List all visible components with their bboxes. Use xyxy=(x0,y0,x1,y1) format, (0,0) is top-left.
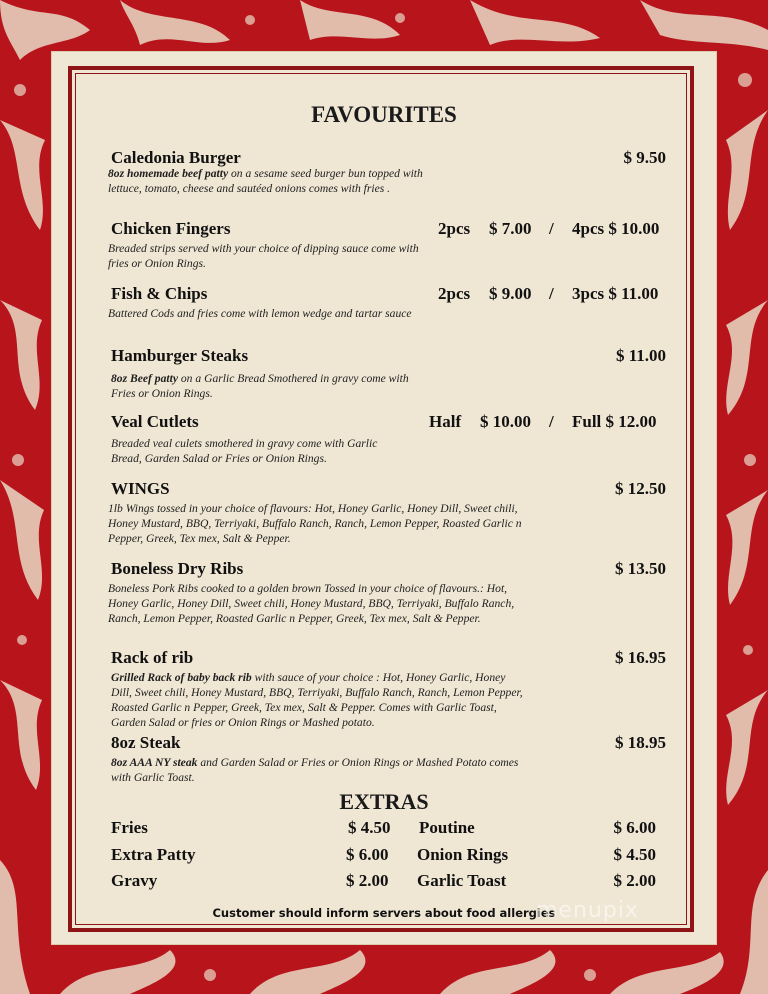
item-name-wings: WINGS xyxy=(111,479,170,498)
extra-price-fries: $ 4.50 xyxy=(348,818,391,837)
extra-name-onion-rings: Onion Rings xyxy=(417,845,509,864)
option-separator: / xyxy=(549,284,554,303)
page-title: FAVOURITES xyxy=(311,102,457,127)
extras-title: EXTRAS xyxy=(339,789,429,814)
item-name-caledonia-burger: Caledonia Burger xyxy=(111,148,241,167)
option-alt: 4pcs $ 10.00 xyxy=(572,219,660,238)
option-alt: 3pcs $ 11.00 xyxy=(572,284,659,303)
extra-price-poutine: $ 6.00 xyxy=(613,818,656,837)
option-separator: / xyxy=(549,219,554,238)
option-qty: Half xyxy=(429,412,462,431)
item-name-rack-of-rib: Rack of rib xyxy=(111,648,194,667)
item-price-caledonia-burger: $ 9.50 xyxy=(623,148,666,167)
item-desc-veal-cutlets: Breaded veal culets smothered in gravy come with Garlic Bread, Garden Salad or Fries or Onion Rings. xyxy=(111,437,378,465)
item-desc-hamburger-steaks: 8oz Beef patty on a Garlic Bread Smothered in gravy come with Fries or Onion Rings. xyxy=(111,372,409,400)
option-qty: 2pcs xyxy=(438,284,471,303)
extra-name-garlic-toast: Garlic Toast xyxy=(417,871,507,890)
item-desc-boneless-dry-ribs: Boneless Pork Ribs cooked to a golden brown Tossed in your choice of flavours.: Hot, Honey Garlic, Honey Dill, Sweet chili, Honey Mustard, BBQ, Terriyaki, Buffalo Ranch, Ranch, Lemon Pepper, Roasted Garlic n Pepper, Greek, Tex mex, Salt & Pepper. xyxy=(108,582,515,625)
item-name-hamburger-steaks: Hamburger Steaks xyxy=(111,346,249,365)
extra-name-gravy: Gravy xyxy=(111,871,158,890)
option-price: $ 10.00 xyxy=(480,412,531,431)
extra-name-poutine: Poutine xyxy=(419,818,475,837)
option-price: $ 7.00 xyxy=(489,219,532,238)
option-separator: / xyxy=(549,412,554,431)
item-price-hamburger-steaks: $ 11.00 xyxy=(615,346,666,365)
item-desc-chicken-fingers: Breaded strips served with your choice of dipping sauce come with fries or Onion Rings. xyxy=(108,242,419,270)
item-name-chicken-fingers: Chicken Fingers xyxy=(111,219,231,238)
item-price-boneless-dry-ribs: $ 13.50 xyxy=(615,559,666,578)
extra-price-extra-patty: $ 6.00 xyxy=(346,845,389,864)
item-desc-8oz-steak: 8oz AAA NY steak and Garden Salad or Fries or Onion Rings or Mashed Potato comes with Garlic Toast. xyxy=(111,756,519,784)
item-desc-wings: 1lb Wings tossed in your choice of flavours: Hot, Honey Garlic, Honey Dill, Sweet chili, Honey Mustard, BBQ, Terriyaki, Buffalo Ranch, Ranch, Lemon Pepper, Roasted Garlic n Pepper, Greek, Tex mex, Salt & Pepper. xyxy=(108,502,522,545)
extra-price-onion-rings: $ 4.50 xyxy=(613,845,656,864)
item-name-fish-chips: Fish & Chips xyxy=(111,284,208,303)
item-desc-fish-chips: Battered Cods and fries come with lemon wedge and tartar sauce xyxy=(108,307,412,320)
item-price-wings: $ 12.50 xyxy=(615,479,666,498)
item-name-8oz-steak: 8oz Steak xyxy=(111,733,181,752)
option-price: $ 9.00 xyxy=(489,284,532,303)
item-desc-rack-of-rib: Grilled Rack of baby back rib with sauce of your choice : Hot, Honey Garlic, Honey Dill, Sweet chili, Honey Mustard, BBQ, Terriyaki, Buffalo Ranch, Ranch, Lemon Pepper, Roasted Garlic n Pepper, Greek, Tex mex, Salt & Pepper. Comes with Garlic Toast, Garden Salad or fries or Onion Rings or Mashed potato. xyxy=(111,671,523,729)
extra-price-gravy: $ 2.00 xyxy=(346,871,389,890)
item-desc-caledonia-burger: 8oz homemade beef patty on a sesame seed burger bun topped with lettuce, tomato, cheese and sautéed onions comes with fries . xyxy=(108,167,423,195)
extra-name-fries: Fries xyxy=(111,818,148,837)
item-price-rack-of-rib: $ 16.95 xyxy=(615,648,666,667)
option-qty: 2pcs xyxy=(438,219,471,238)
extra-name-extra-patty: Extra Patty xyxy=(111,845,196,864)
item-price-8oz-steak: $ 18.95 xyxy=(615,733,666,752)
allergy-note: Customer should inform servers about food allergies xyxy=(212,906,556,920)
watermark: menupix xyxy=(536,898,639,923)
item-name-boneless-dry-ribs: Boneless Dry Ribs xyxy=(111,559,244,578)
extra-price-garlic-toast: $ 2.00 xyxy=(613,871,656,890)
item-name-veal-cutlets: Veal Cutlets xyxy=(111,412,199,431)
option-alt: Full $ 12.00 xyxy=(572,412,657,431)
